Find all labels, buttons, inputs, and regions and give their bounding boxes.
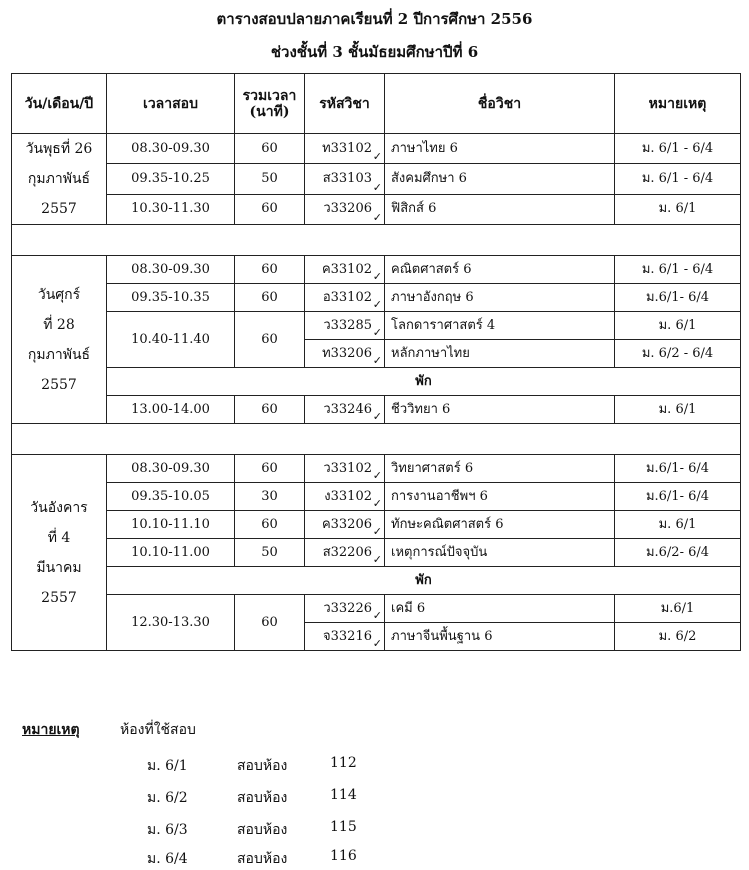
header-row [12, 74, 741, 134]
separator-row [12, 424, 741, 455]
header-code: รหัสวิชา [305, 74, 385, 134]
remark-cell: ม.6/1 [615, 595, 741, 623]
duration-cell: 50 [235, 539, 305, 567]
time-cell: 12.30-13.30 [107, 595, 235, 651]
table-row [12, 312, 741, 340]
room-number: 114 [330, 787, 357, 803]
code-cell: ท33206 ✓ [305, 340, 385, 368]
room-class: ม. 6/3 [147, 822, 188, 838]
separator-row [12, 225, 741, 256]
code-cell: ส33103 ✓ [305, 164, 385, 194]
check-mark-icon: ✓ [372, 211, 382, 224]
remark-cell: ม. 6/2 [615, 623, 741, 651]
header-date: วัน/เดือน/ปี [12, 74, 107, 134]
room-number: 115 [330, 819, 357, 835]
remark-cell: ม.6/1- 6/4 [615, 284, 741, 312]
date-line: วันอังคาร [30, 499, 88, 516]
time-cell: 13.00-14.00 [107, 396, 235, 424]
subject-cell: ภาษาจีนพื้นฐาน 6 [385, 623, 615, 651]
separator-cell [12, 424, 741, 455]
code-cell: ท33102 ✓ [305, 134, 385, 164]
subject-cell: การงานอาชีพฯ 6 [385, 483, 615, 511]
table-row [12, 164, 741, 194]
day-date-cell [12, 134, 107, 225]
table-row [12, 134, 741, 164]
day-date-cell [12, 256, 107, 424]
time-cell: 09.35-10.35 [107, 284, 235, 312]
header-subject: ชื่อวิชา [385, 74, 615, 134]
time-cell: 10.10-11.00 [107, 539, 235, 567]
code-cell: อ33102 ✓ [305, 284, 385, 312]
code-cell: ว33285 ✓ [305, 312, 385, 340]
room-number: 116 [330, 848, 357, 864]
code-cell: ส32206 ✓ [305, 539, 385, 567]
room-class: ม. 6/4 [147, 851, 188, 867]
remark-cell: ม. 6/1 - 6/4 [615, 134, 741, 164]
check-mark-icon: ✓ [372, 637, 382, 650]
subject-cell: ภาษาอังกฤษ 6 [385, 284, 615, 312]
time-cell: 10.30-11.30 [107, 194, 235, 224]
room-label: สอบห้อง [237, 758, 288, 774]
subject-cell: โลกดาราศาสตร์ 4 [385, 312, 615, 340]
check-mark-icon: ✓ [372, 553, 382, 566]
room-class: ม. 6/1 [147, 758, 188, 774]
duration-cell: 60 [235, 396, 305, 424]
time-cell: 08.30-09.30 [107, 256, 235, 284]
duration-cell: 60 [235, 284, 305, 312]
remark-cell: ม. 6/1 [615, 396, 741, 424]
break-row [12, 567, 741, 595]
duration-cell: 60 [235, 256, 305, 284]
date-line: 2557 [41, 201, 77, 217]
subject-cell: ฟิสิกส์ 6 [385, 194, 615, 224]
duration-cell: 60 [235, 194, 305, 224]
legend-subheading: ห้องที่ใช้สอบ [120, 722, 196, 738]
day-date-cell [12, 455, 107, 651]
header-remark: หมายเหตุ [615, 74, 741, 134]
subject-cell: หลักภาษาไทย [385, 340, 615, 368]
room-label: สอบห้อง [237, 822, 288, 838]
room-number: 112 [330, 755, 357, 771]
date-line: กุมภาพันธ์ [27, 346, 91, 363]
check-mark-icon: ✓ [372, 469, 382, 482]
date-line: มีนาคม [36, 559, 82, 576]
duration-cell: 60 [235, 312, 305, 368]
subject-cell: ทักษะคณิตศาสตร์ 6 [385, 511, 615, 539]
time-cell: 10.40-11.40 [107, 312, 235, 368]
check-mark-icon: ✓ [372, 354, 382, 367]
document-title: ตารางสอบปลายภาคเรียนที่ 2 ปีการศึกษา 2556 [216, 10, 533, 28]
time-cell: 10.10-11.10 [107, 511, 235, 539]
document-subtitle: ช่วงชั้นที่ 3 ชั้นมัธยมศึกษาปีที่ 6 [270, 43, 479, 61]
table-row [12, 539, 741, 567]
subject-cell: เหตุการณ์ปัจจุบัน [385, 539, 615, 567]
subject-cell: ชีววิทยา 6 [385, 396, 615, 424]
separator-cell [12, 225, 741, 256]
remark-cell: ม. 6/1 - 6/4 [615, 256, 741, 284]
code-cell: ว33246 ✓ [305, 396, 385, 424]
table-row [12, 256, 741, 284]
time-cell: 09.35-10.05 [107, 483, 235, 511]
duration-cell: 60 [235, 455, 305, 483]
table-row [12, 194, 741, 224]
header-time: เวลาสอบ [107, 74, 235, 134]
remark-cell: ม. 6/1 [615, 194, 741, 224]
code-cell: ง33102 ✓ [305, 483, 385, 511]
code-cell: ว33206 ✓ [305, 194, 385, 224]
room-label: สอบห้อง [237, 790, 288, 806]
code-cell: จ33216 ✓ [305, 623, 385, 651]
remark-cell: ม.6/1- 6/4 [615, 455, 741, 483]
check-mark-icon: ✓ [372, 525, 382, 538]
check-mark-icon: ✓ [372, 270, 382, 283]
subject-cell: สังคมศึกษา 6 [385, 164, 615, 194]
date-line: กุมภาพันธ์ [27, 171, 91, 187]
check-mark-icon: ✓ [372, 326, 382, 339]
break-label: พัก [107, 567, 741, 595]
break-label: พัก [107, 368, 741, 396]
check-mark-icon: ✓ [372, 609, 382, 622]
duration-cell: 60 [235, 134, 305, 164]
check-mark-icon: ✓ [372, 410, 382, 423]
duration-cell: 30 [235, 483, 305, 511]
remark-cell: ม. 6/1 [615, 312, 741, 340]
time-cell: 09.35-10.25 [107, 164, 235, 194]
date-line: วันพุธที่ 26 [25, 141, 93, 157]
date-line: วันศุกร์ [37, 286, 81, 303]
time-cell: 08.30-09.30 [107, 134, 235, 164]
table-row [12, 595, 741, 623]
remark-cell: ม.6/1- 6/4 [615, 483, 741, 511]
room-class: ม. 6/2 [147, 790, 188, 806]
check-mark-icon: ✓ [372, 180, 382, 194]
date-line: ที่ 4 [47, 529, 71, 546]
remark-cell: ม.6/2- 6/4 [615, 539, 741, 567]
remark-cell: ม. 6/1 - 6/4 [615, 164, 741, 194]
table-row [12, 284, 741, 312]
exam-schedule-table [11, 73, 741, 651]
remark-cell: ม. 6/1 [615, 511, 741, 539]
room-label: สอบห้อง [237, 851, 288, 867]
date-line: 2557 [41, 376, 77, 393]
check-mark-icon: ✓ [372, 150, 382, 164]
break-row [12, 368, 741, 396]
code-cell: ว33226 ✓ [305, 595, 385, 623]
table-row [12, 511, 741, 539]
code-cell: ค33102 ✓ [305, 256, 385, 284]
legend-heading: หมายเหตุ [22, 722, 80, 738]
code-cell: ว33102 ✓ [305, 455, 385, 483]
check-mark-icon: ✓ [372, 298, 382, 311]
subject-cell: คณิตศาสตร์ 6 [385, 256, 615, 284]
table-row [12, 396, 741, 424]
date-line: ที่ 28 [43, 316, 75, 333]
duration-cell: 60 [235, 511, 305, 539]
duration-cell: 60 [235, 595, 305, 651]
duration-cell: 50 [235, 164, 305, 194]
date-line: 2557 [41, 589, 77, 606]
remark-cell: ม. 6/2 - 6/4 [615, 340, 741, 368]
time-cell: 08.30-09.30 [107, 455, 235, 483]
table-row [12, 455, 741, 483]
table-row [12, 483, 741, 511]
header-duration: รวมเวลา (นาที) [235, 74, 305, 134]
code-cell: ค33206 ✓ [305, 511, 385, 539]
subject-cell: ภาษาไทย 6 [385, 134, 615, 164]
subject-cell: วิทยาศาสตร์ 6 [385, 455, 615, 483]
check-mark-icon: ✓ [372, 497, 382, 510]
subject-cell: เคมี 6 [385, 595, 615, 623]
